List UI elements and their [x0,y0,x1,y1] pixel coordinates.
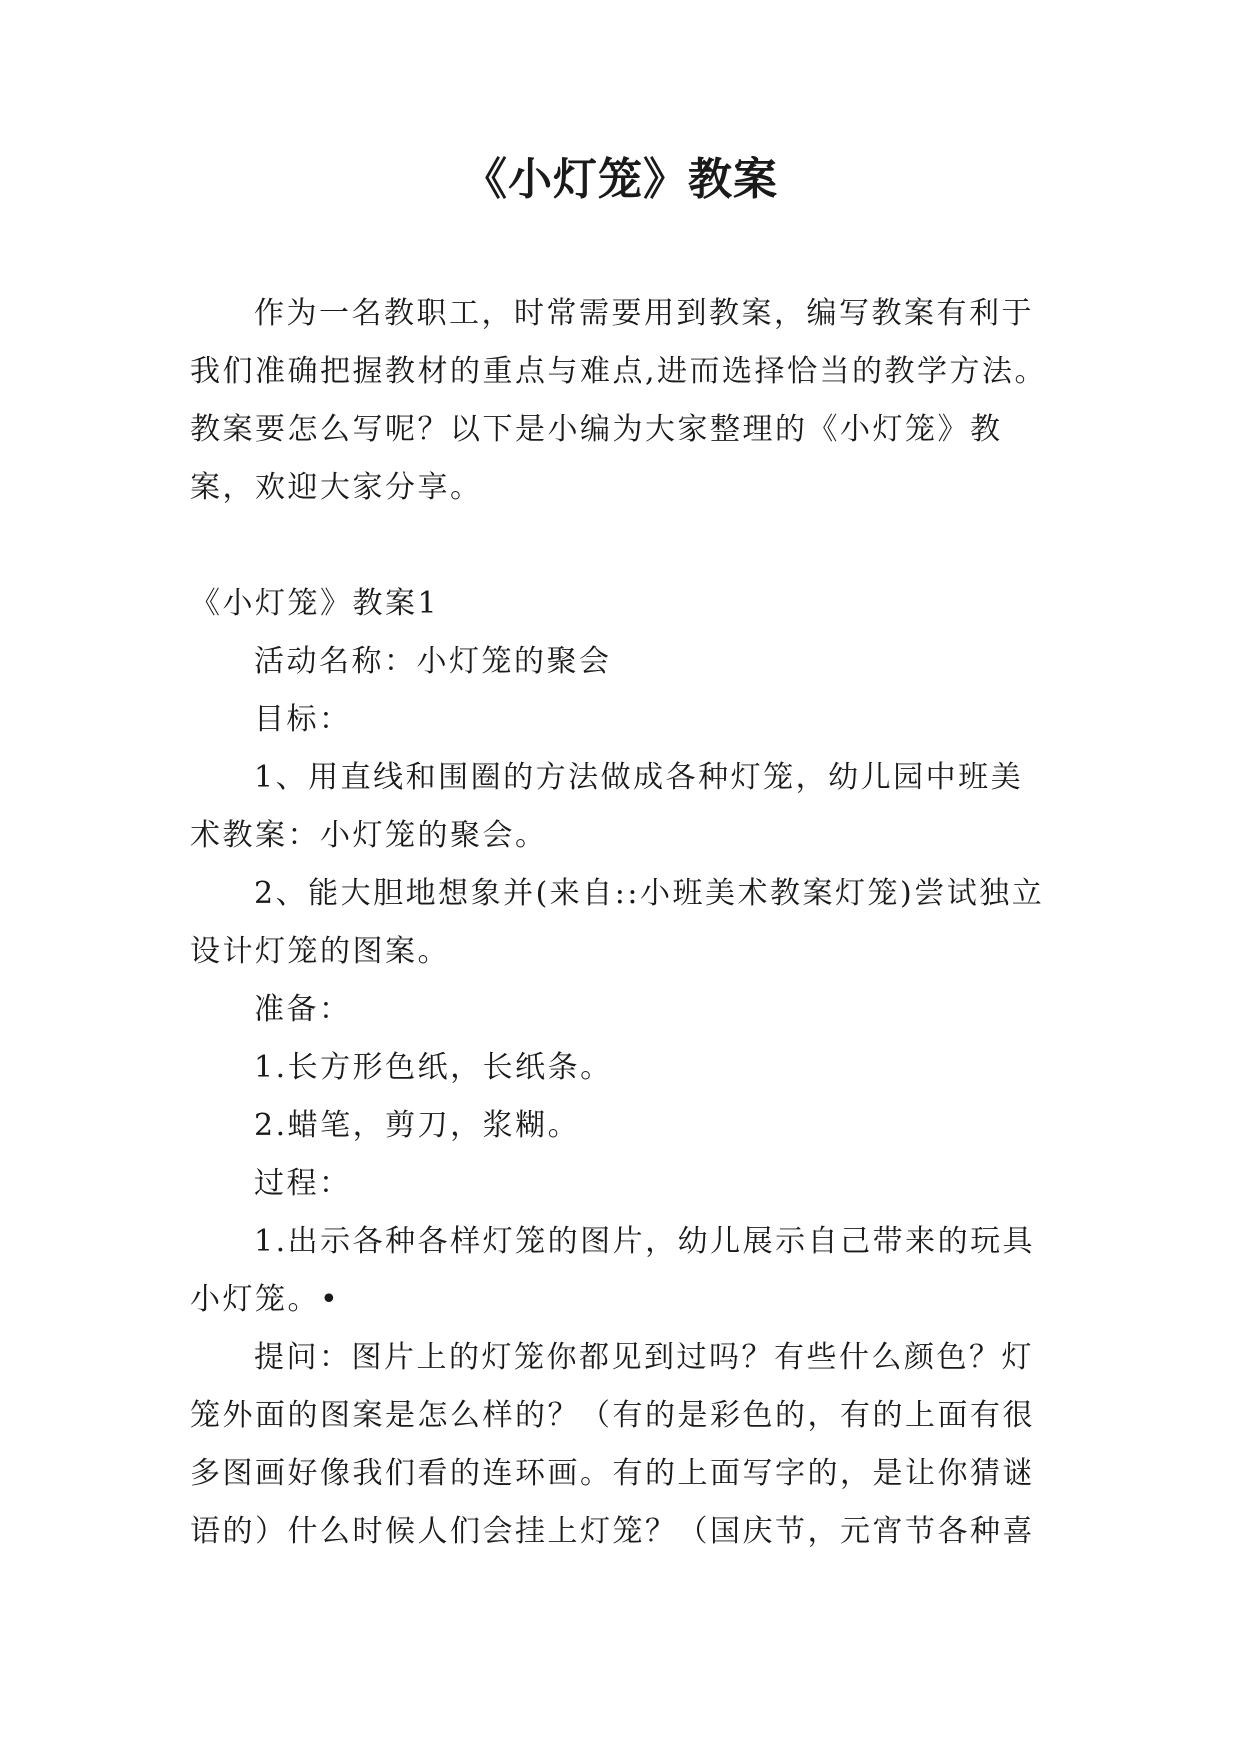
section-heading: 《小灯笼》教案1 [190,586,440,621]
paragraph-goal-2: 2、能大胆地想象并(来自::小班美术教案灯笼)尝试独立设计灯笼的图案。 [190,876,1045,969]
paragraph-goals-heading: 目标： [254,702,352,737]
paragraph-goal-1: 1、用直线和围圈的方法做成各种灯笼，幼儿园中班美术教案：小灯笼的聚会。 [190,760,1024,853]
paragraph-preparation-2: 2.蜡笔，剪刀，浆糊。 [254,1108,581,1143]
paragraph-activity-name: 活动名称：小灯笼的聚会 [254,644,612,679]
paragraph-process-heading: 过程： [254,1166,352,1201]
document-title: 《小灯笼》教案 [463,154,778,205]
paragraph-question: 提问：图片上的灯笼你都见到过吗？有些什么颜色？灯笼外面的图案是怎么样的？（有的是彩色的，有的上面有很多图画好像我们看的连环画。有的上面写字的，是让你猜谜语的）什么时候人们会挂上灯笼？（国庆节，元宵节各种喜 [190,1340,1035,1549]
intro-paragraph: 作为一名教职工，时常需要用到教案，编写教案有利于我们准确把握教材的重点与难点,进而选择恰当的教学方法。教案要怎么写呢？以下是小编为大家整理的《小灯笼》教案，欢迎大家分享。 [190,296,1048,505]
paragraph-preparation-1: 1.长方形色纸，长纸条。 [254,1050,613,1085]
paragraph-preparation-heading: 准备： [254,992,352,1027]
paragraph-process-1: 1.出示各种各样灯笼的图片，幼儿展示自己带来的玩具小灯笼。• [190,1224,1036,1317]
lesson-section [190,575,1050,1561]
